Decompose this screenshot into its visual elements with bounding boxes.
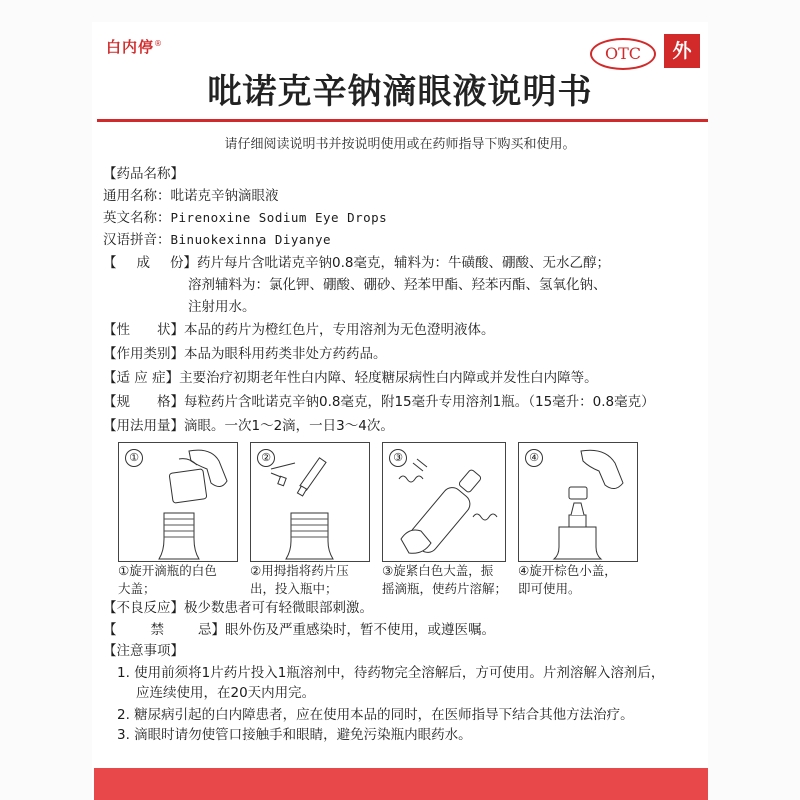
step-2-number: ②: [257, 449, 275, 467]
indications-row: 【适 应 症】主要治疗初期老年性白内障、轻度糖尿病性白内障或并发性白内障等。: [103, 370, 598, 386]
step-2-illustration: [250, 442, 370, 562]
properties-row: 【性 状】本品的药片为橙红色片，专用溶剂为无色澄明液体。: [103, 322, 495, 338]
composition-line2: 溶剂辅料为：氯化钾、硼酸、硼砂、羟苯甲酯、羟苯丙酯、氢氧化钠、: [188, 277, 607, 293]
english-name-row: 英文名称：Pirenoxine Sodium Eye Drops: [103, 210, 388, 226]
step-1-caption: ①旋开滴瓶的白色 大盖；: [118, 563, 217, 596]
precaution-3: 3. 滴眼时请勿使管口接触手和眼睛，避免污染瓶内眼药水。: [117, 727, 472, 743]
step-3-illustration: [382, 442, 506, 562]
step-2-caption: ②用拇指将药片压 出，投入瓶中；: [250, 563, 349, 596]
step-1-illustration: [118, 442, 238, 562]
drug-name-heading: 【药品名称】: [103, 166, 184, 182]
brand-logo: 白内停®: [106, 38, 164, 56]
composition-line3: 注射用水。: [188, 299, 256, 315]
contraindications-row: 【禁忌】眼外伤及严重感染时，暂不使用，或遵医嘱。: [103, 622, 495, 638]
category-row: 【作用类别】本品为眼科用药类非处方药药品。: [103, 346, 387, 362]
precautions-heading: 【注意事项】: [103, 643, 184, 659]
footer-band: [94, 768, 708, 800]
step-3-caption: ③旋紧白色大盖，振 摇滴瓶，使药片溶解；: [382, 563, 508, 596]
composition-row: 【成份】药片每片含吡诺克辛钠0.8毫克，辅料为：牛磺酸、硼酸、无水乙醇；: [103, 255, 610, 271]
adverse-row: 【不良反应】极少数患者可有轻微眼部刺激。: [103, 600, 373, 616]
dosage-row: 【用法用量】滴眼。一次1～2滴，一日3～4次。: [103, 418, 394, 434]
title-divider: [97, 119, 708, 122]
instruction-note: 请仔细阅读说明书并按说明使用或在药师指导下购买和使用。: [224, 137, 576, 152]
otc-badge: OTC: [590, 38, 656, 70]
precaution-1-cont: 应连续使用，在20天内用完。: [136, 685, 316, 701]
step-4-caption: ④旋开棕色小盖， 即可使用。: [518, 563, 617, 596]
external-use-badge: 外: [664, 34, 700, 68]
step-4-illustration: [518, 442, 638, 562]
specification-row: 【规 格】每粒药片含吡诺克辛钠0.8毫克，附15毫升专用溶剂1瓶。（15毫升：0.8毫克）: [103, 394, 655, 410]
pinyin-name-row: 汉语拼音：Binuokexinna Diyanye: [103, 232, 332, 248]
step-4-number: ④: [525, 449, 543, 467]
precaution-1: 1. 使用前须将1片药片投入1瓶溶剂中，待药物完全溶解后，方可使用。片剂溶解入溶剂后，: [117, 665, 665, 681]
step-3-number: ③: [389, 449, 407, 467]
step-1-number: ①: [125, 449, 143, 467]
page-title: 吡诺克辛钠滴眼液说明书: [207, 72, 593, 112]
precaution-2: 2. 糖尿病引起的白内障患者，应在使用本品的同时，在医师指导下结合其他方法治疗。: [117, 707, 634, 723]
generic-name-row: 通用名称：吡诺克辛钠滴眼液: [103, 188, 279, 204]
